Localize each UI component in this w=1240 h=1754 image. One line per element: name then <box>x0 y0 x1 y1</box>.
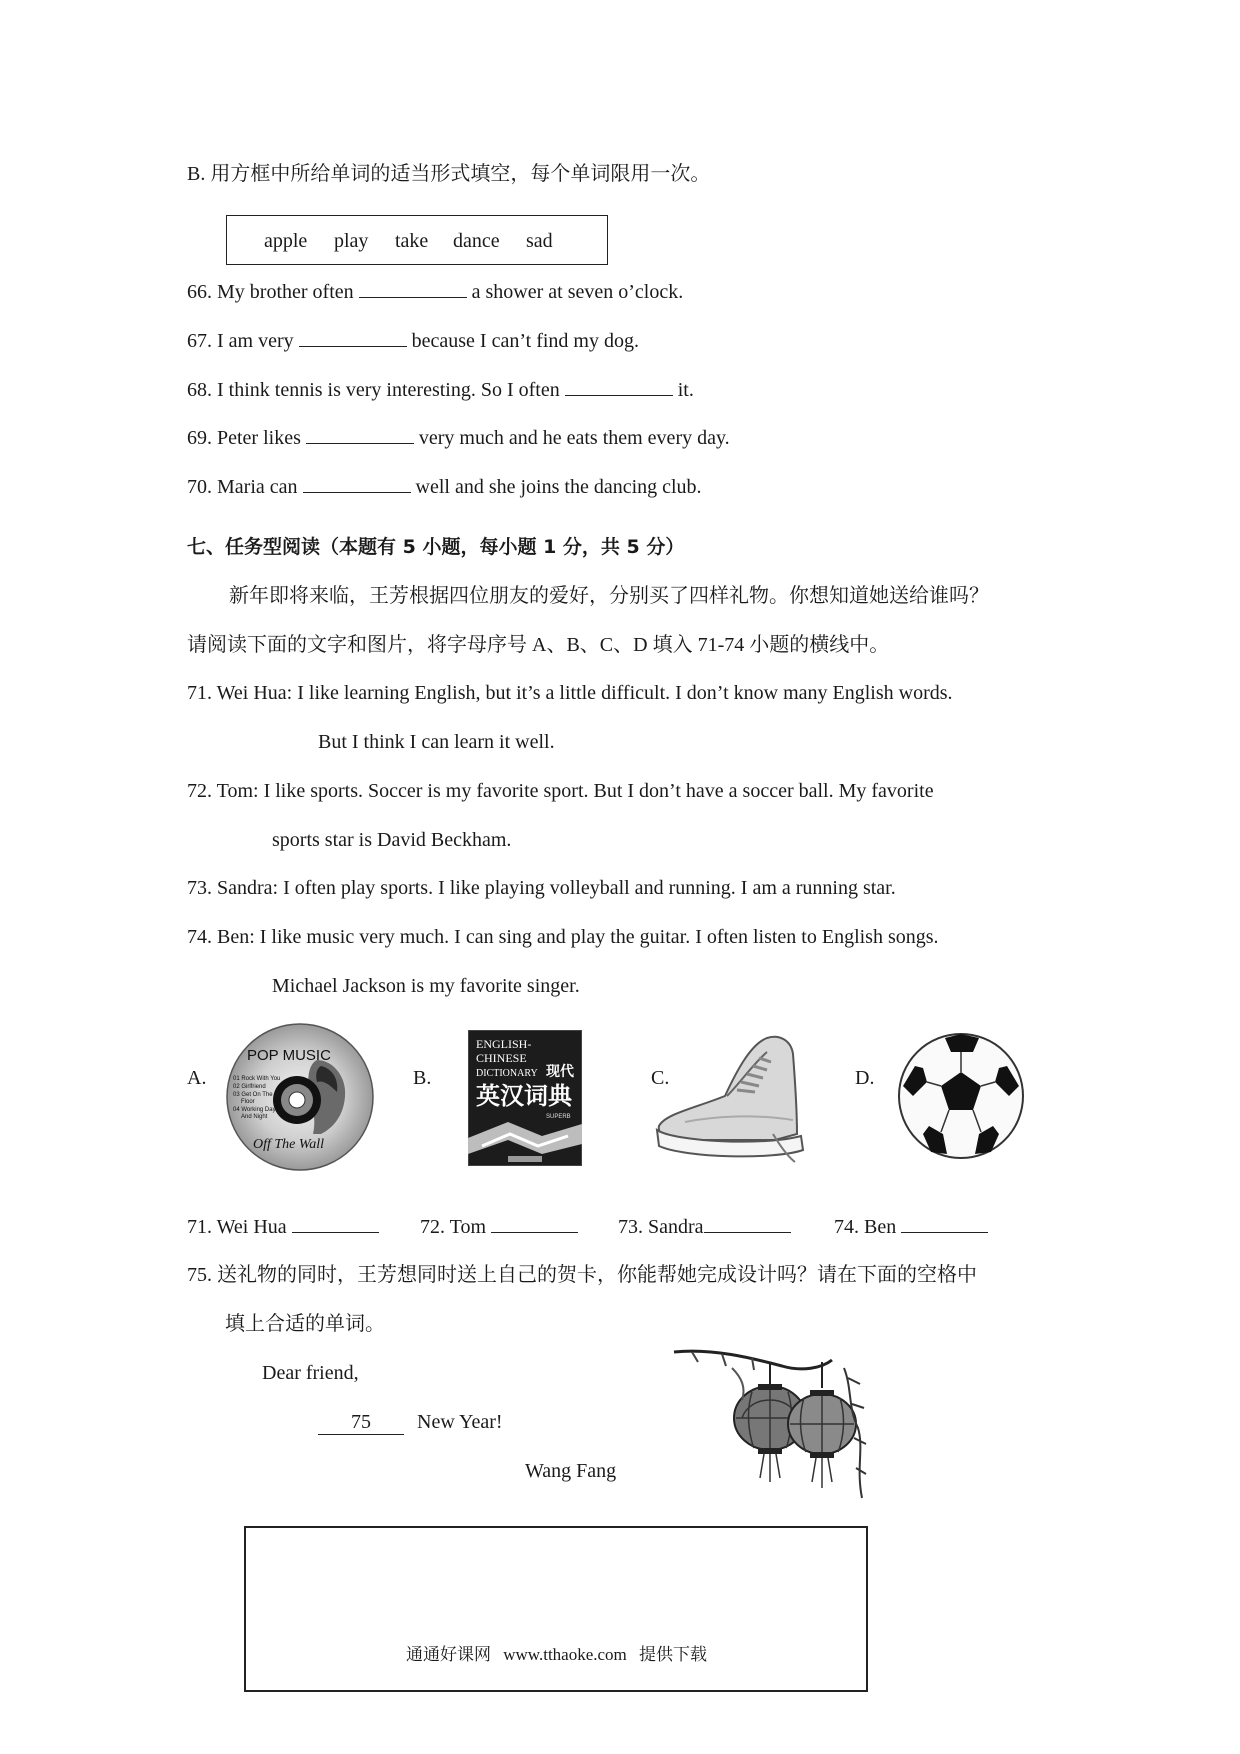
answer-label: 73. Sandra <box>618 1216 704 1238</box>
question-text: a shower at seven o’clock. <box>466 281 684 303</box>
question-75-line-2: 填上合适的单词。 <box>225 1313 385 1335</box>
question-text: it. <box>672 379 694 401</box>
footer-url[interactable]: www.tthaoke.com <box>503 1645 627 1664</box>
answer-72 <box>420 1214 578 1239</box>
section-7-heading: 七、任务型阅读（本题有 5 小题，每小题 1 分，共 5 分） <box>187 536 685 558</box>
cd-track: 04 Working Day <box>233 1107 276 1113</box>
cd-track: Floor <box>241 1099 255 1105</box>
question-text: because I can’t find my dog. <box>406 330 639 352</box>
card-signature: Wang Fang <box>525 1460 617 1482</box>
question-text: well and she joins the dancing club. <box>410 476 702 498</box>
section-b-instruction: B. 用方框中所给单词的适当形式填空，每个单词限用一次。 <box>187 163 711 185</box>
cd-album: Off The Wall <box>253 1137 325 1152</box>
lantern-icon <box>672 1348 868 1516</box>
cd-title: POP MUSIC <box>247 1047 331 1064</box>
question-74-line-2: Michael Jackson is my favorite singer. <box>272 975 580 997</box>
word-box <box>226 215 608 265</box>
answer-blank[interactable] <box>359 279 467 298</box>
soccer-ball-icon <box>895 1030 1027 1162</box>
answer-blank[interactable] <box>303 474 411 493</box>
question-text: 70. Maria can <box>187 476 303 498</box>
question-72-line-2: sports star is David Beckham. <box>272 829 512 851</box>
option-a-label: A. <box>187 1067 207 1089</box>
sneaker-icon <box>655 1030 805 1170</box>
word-play: play <box>334 230 369 252</box>
question-71-line-2: But I think I can learn it well. <box>318 731 555 753</box>
answer-blank-75[interactable]: 75 <box>318 1410 404 1435</box>
question-text: 68. I think tennis is very interesting. So I often <box>187 379 565 401</box>
question-70 <box>187 474 702 499</box>
dict-line2: CHINESE <box>476 1051 527 1065</box>
question-67 <box>187 328 639 353</box>
cd-track: And Night <box>241 1114 268 1120</box>
question-69 <box>187 425 730 450</box>
card-greeting: Dear friend, <box>262 1362 359 1384</box>
dict-title: 英汉词典 <box>476 1082 572 1110</box>
footer-suffix: 提供下载 <box>639 1645 708 1664</box>
answer-74 <box>834 1214 988 1239</box>
dict-sub: SUPERB <box>546 1114 571 1120</box>
card-message-line <box>318 1410 503 1435</box>
intro-line-2: 请阅读下面的文字和图片，将字母序号 A、B、C、D 填入 71-74 小题的横线中。 <box>187 634 890 656</box>
dict-line1: ENGLISH- <box>476 1037 532 1051</box>
question-text: very much and he eats them every day. <box>413 427 730 449</box>
word-dance: dance <box>453 230 500 252</box>
answer-blank[interactable] <box>292 1214 379 1233</box>
card-message: New Year! <box>417 1411 503 1433</box>
cd-icon <box>225 1022 375 1172</box>
cd-track: 02 Girlfriend <box>233 1084 266 1090</box>
dict-modern: 现代 <box>546 1064 574 1080</box>
word-apple: apple <box>264 230 308 252</box>
dict-line3: DICTIONARY <box>476 1068 538 1079</box>
answer-73 <box>618 1214 791 1239</box>
answer-blank[interactable] <box>901 1214 988 1233</box>
question-text: 69. Peter likes <box>187 427 306 449</box>
intro-line-1: 新年即将来临，王芳根据四位朋友的爱好，分别买了四样礼物。你想知道她送给谁吗？ <box>229 585 989 607</box>
footer-credit <box>406 1640 707 1665</box>
question-68 <box>187 377 694 402</box>
question-71-line-1: 71. Wei Hua: I like learning English, but it’s a little difficult. I don’t know many English words. <box>187 682 953 704</box>
answer-label: 71. Wei Hua <box>187 1216 292 1238</box>
answer-label: 72. Tom <box>420 1216 492 1238</box>
answer-71 <box>187 1214 379 1239</box>
question-73: 73. Sandra: I often play sports. I like playing volleyball and running. I am a running star. <box>187 877 896 899</box>
answer-blank[interactable] <box>565 377 673 396</box>
dictionary-icon <box>468 1030 582 1166</box>
word-take: take <box>395 230 429 252</box>
question-text: 66. My brother often <box>187 281 359 303</box>
option-b-label: B. <box>413 1067 432 1089</box>
question-66 <box>187 279 683 304</box>
option-c-label: C. <box>651 1067 670 1089</box>
answer-label: 74. Ben <box>834 1216 902 1238</box>
answer-blank[interactable] <box>491 1214 578 1233</box>
question-text: 67. I am very <box>187 330 299 352</box>
card-box <box>244 1526 868 1692</box>
footer-prefix: 通通好课网 <box>406 1645 491 1664</box>
word-sad: sad <box>526 230 553 252</box>
cd-track: 03 Get On The <box>233 1092 273 1098</box>
cd-track: 01 Rock With You <box>233 1076 281 1082</box>
question-72-line-1: 72. Tom: I like sports. Soccer is my favorite sport. But I don’t have a soccer ball. My favorite <box>187 780 934 802</box>
question-75-line-1: 75. 送礼物的同时，王芳想同时送上自己的贺卡，你能帮她完成设计吗？请在下面的空格中 <box>187 1264 977 1286</box>
question-74-line-1: 74. Ben: I like music very much. I can sing and play the guitar. I often listen to English songs. <box>187 926 939 948</box>
option-d-label: D. <box>855 1067 875 1089</box>
answer-blank[interactable] <box>299 328 407 347</box>
answer-blank[interactable] <box>306 425 414 444</box>
answer-blank[interactable] <box>704 1214 791 1233</box>
